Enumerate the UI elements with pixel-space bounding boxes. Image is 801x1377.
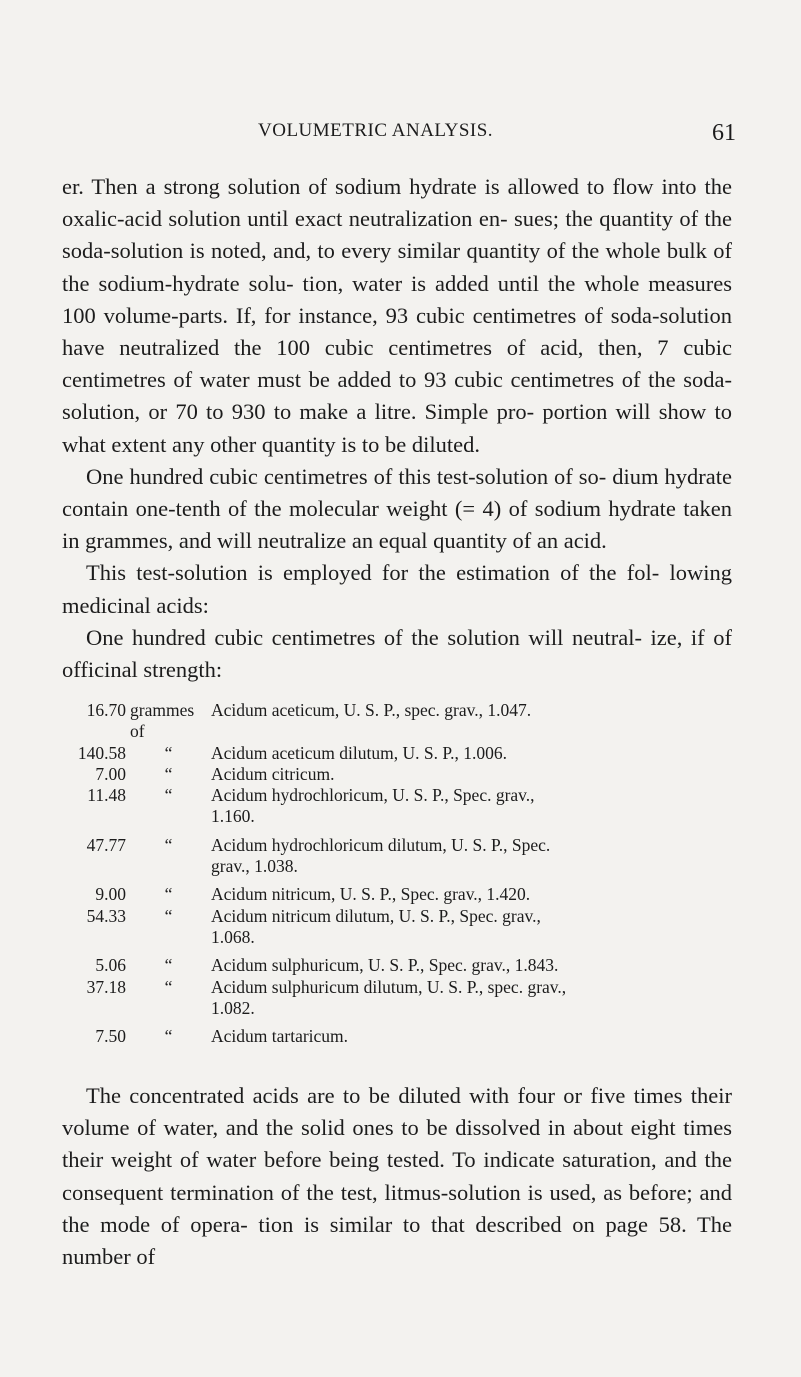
ditto-mark: “ <box>164 834 173 855</box>
table-row <box>62 743 742 764</box>
paragraph: One hundred cubic centimetres of the solution will neutral- ize, if of officinal strength: <box>62 624 732 683</box>
acid-description-line: Acidum nitricum dilutum, U. S. P., Spec. grav., <box>211 905 541 926</box>
acid-amount: 5.06 <box>95 955 126 976</box>
acid-description-continuation: 1.082. <box>211 997 255 1018</box>
table-row <box>62 906 742 949</box>
acid-description <box>211 743 742 764</box>
acid-amount: 11.48 <box>87 785 126 806</box>
page-number: 61 <box>712 120 736 146</box>
ditto-mark: “ <box>164 955 173 976</box>
acid-description <box>211 785 742 828</box>
acid-description-line: Acidum hydrochloricum dilutum, U. S. P., Spec. <box>211 834 551 855</box>
acid-description <box>211 884 742 905</box>
table-row <box>62 764 742 785</box>
acid-amount: 9.00 <box>95 884 126 905</box>
acid-description <box>211 835 742 878</box>
table-row <box>62 835 742 878</box>
acid-description-line: Acidum sulphuricum dilutum, U. S. P., spec. grav., <box>211 976 567 997</box>
table-row <box>62 785 742 828</box>
paragraph: er. Then a strong solution of sodium hydrate is allowed to flow into the oxalic-acid solution until exact neutralization en- sues; the quantity of the soda-solution is noted, and, to every similar quantity of the whole bulk of the sodium-hydrate solu- tion, water is added until the whole measures 100 volume-parts. If, for instance, 93 cubic centimetres of soda-solution have neutralized the 100 cubic centimetres of acid, then, 7 cubic centimetres of water must be added to 93 cubic centimetres of the soda-solution, or 70 to 930 to make a litre. Simple pro- portion will show to what extent any other quantity is to be diluted. <box>62 174 732 457</box>
ditto-mark: “ <box>164 742 173 763</box>
table-row <box>62 884 742 905</box>
acid-amount: 16.70 <box>86 700 126 720</box>
ditto-mark: “ <box>164 763 173 784</box>
paragraph: One hundred cubic centimetres of this test-solution of so- dium hydrate contain one-tenth of the molecular weight (= 4) of sodium hydrate taken in grammes, and will neutralize an equal quantity of an acid. <box>62 463 732 554</box>
acid-description-line: Acidum nitricum, U. S. P., Spec. grav., 1.420. <box>211 884 531 905</box>
table-row <box>62 977 742 1020</box>
table-row <box>62 955 742 976</box>
acid-description-line: Acidum hydrochloricum, U. S. P., Spec. grav., <box>211 785 535 806</box>
acid-amount: 7.50 <box>95 1026 126 1047</box>
acid-amount: 54.33 <box>86 905 126 926</box>
acid-amount: 7.00 <box>95 763 126 784</box>
acid-description <box>211 700 742 743</box>
acid-description <box>211 906 742 949</box>
paragraph: The concentrated acids are to be diluted with four or five times their volume of water, and the solid ones to be dissolved in about eight times their weight of water before being tested. To indicate saturation, and the consequent termination of the test, litmus-solution is used, as before; and the mode of opera- tion is similar to that described on page 58. The number of <box>62 1083 732 1270</box>
ditto-mark: “ <box>164 785 173 806</box>
running-head: VOLUMETRIC ANALYSIS. <box>258 120 494 141</box>
acid-description-line: Acidum tartaricum. <box>211 1026 349 1047</box>
acid-description-line: Acidum aceticum dilutum, U. S. P., 1.006. <box>211 742 508 763</box>
paragraph: This test-solution is employed for the estimation of the fol- lowing medicinal acids: <box>62 560 732 618</box>
acid-amount: 37.18 <box>86 976 126 997</box>
ditto-mark: “ <box>164 905 173 926</box>
ditto-mark: “ <box>164 976 173 997</box>
ditto-mark: “ <box>164 884 173 905</box>
acid-unit: grammes of <box>130 700 195 742</box>
acid-description <box>211 1026 742 1047</box>
acid-description <box>211 977 742 1020</box>
acid-amount: 47.77 <box>86 834 126 855</box>
acids-table <box>62 700 742 1047</box>
acid-description-continuation: 1.068. <box>211 926 255 947</box>
page-header <box>0 120 801 160</box>
acid-description-line: Acidum citricum. <box>211 763 335 784</box>
acid-amount: 140.58 <box>77 742 126 763</box>
acid-description-continuation: grav., 1.038. <box>211 856 298 877</box>
acid-description <box>211 955 742 976</box>
closing-text <box>62 1080 732 1273</box>
table-row <box>62 1026 742 1047</box>
ditto-mark: “ <box>164 1026 173 1047</box>
acid-description-continuation: 1.160. <box>211 806 255 827</box>
acid-description-line: Acidum aceticum, U. S. P., spec. grav., 1.047. <box>211 700 532 720</box>
table-row <box>62 700 742 743</box>
body-text <box>62 171 732 686</box>
acid-description <box>211 764 742 785</box>
acid-description-line: Acidum sulphuricum, U. S. P., Spec. grav., 1.843. <box>211 955 559 976</box>
